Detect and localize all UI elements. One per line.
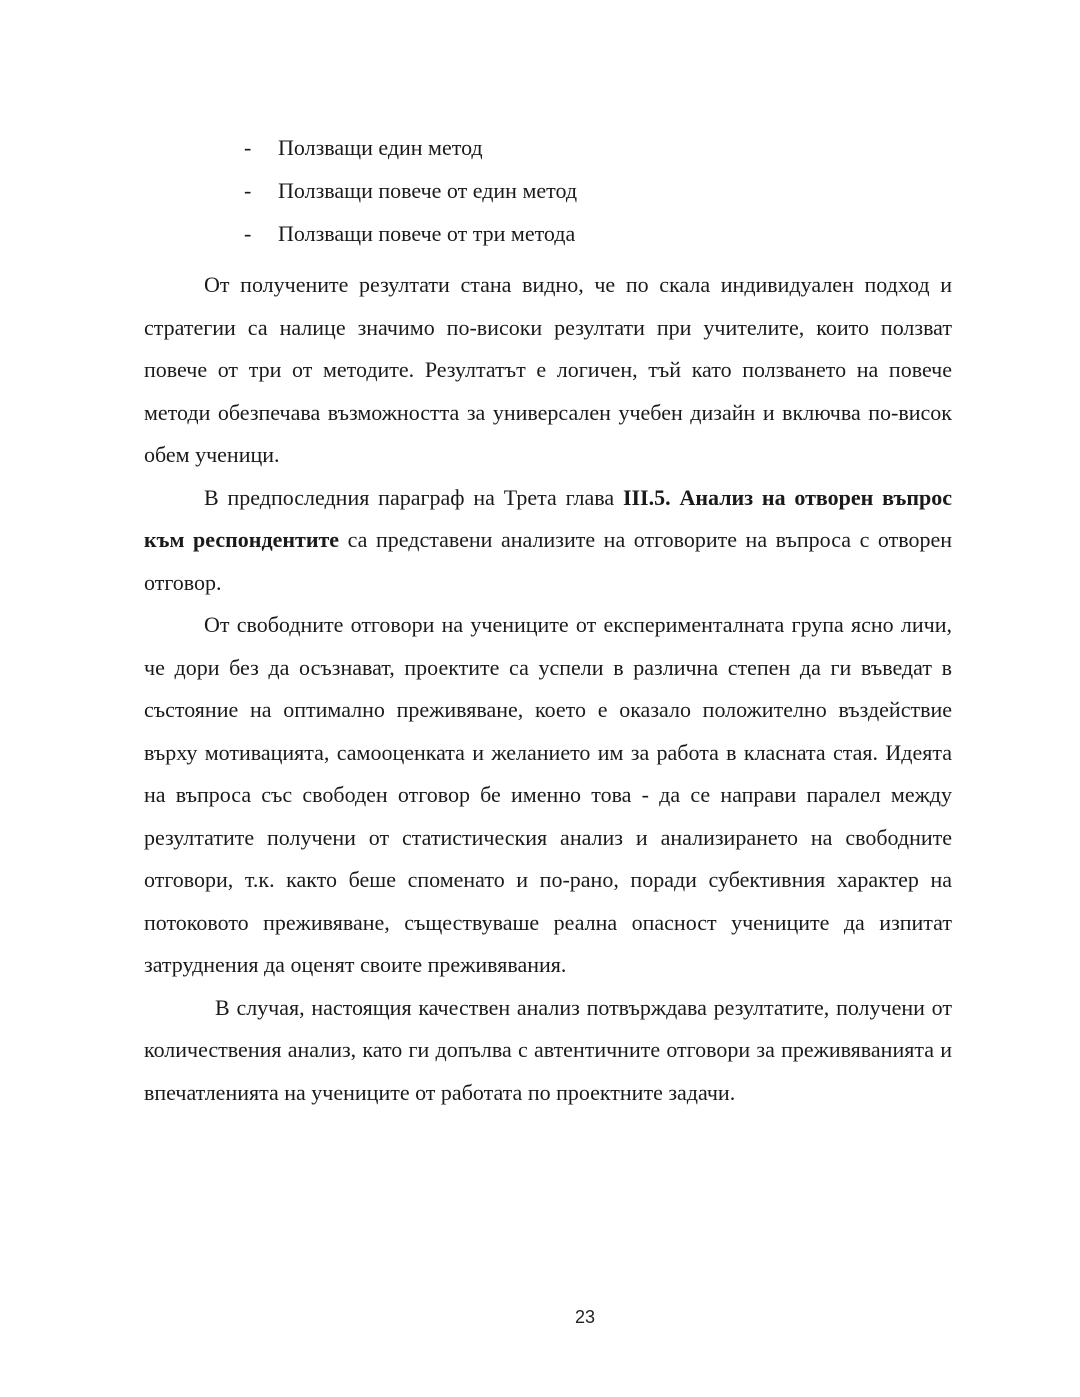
list-item — [244, 212, 577, 255]
list-item-text: Ползващи повече от един метод — [278, 178, 578, 203]
list-dash: - — [244, 135, 252, 160]
paragraph-results: От получените резултати стана видно, че по скала индивидуален подход и стратегии са налице значимо по-високи резултати при учителите, които ползват повече от три от методите. Резултатът е логичен, тъй като ползването на повече методи обезпечава възможността за универсален учебен дизайн и включва по-висок обем ученици. — [144, 272, 952, 467]
list-item-text: Ползващи повече от три метода — [278, 221, 576, 246]
list-item — [244, 126, 577, 169]
list-item — [244, 169, 577, 212]
section-title: III.5. Анализ на отворен въпрос към респондентите — [144, 484, 953, 552]
paragraph-conclusion: В случая, настоящия качествен анализ потвърждава резултатите, получени от количествения анализ, като ги допълва с автентичните отговори за преживяванията и впечатленията на учениците от работата по проектните задачи. — [144, 994, 952, 1105]
paragraph-text: В предпоследния параграф на Трета глава — [204, 484, 623, 510]
body-text — [144, 264, 952, 1114]
method-list — [244, 126, 577, 255]
paragraph-free-answers: От свободните отговори на учениците от експерименталната група ясно личи, че дори без да осъзнават, проектите са успели в различна степен да ги въведат в състояние на оптимално преживяване, което е оказало положително въздействие върху мотивацията, самооценката и желанието им за работа в класната стая. Идеята на въпроса със свободен отговор бе именно това - да се направи паралел между резултатите получени от статистическия анализ и анализирането на свободните отговори, т.к. както беше споменато и по-рано, поради субективния характер на потоковото преживяване, съществуваше реална опасност учениците да изпитат затруднения да оценят своите преживявания. — [144, 612, 952, 977]
list-item-text: Ползващи един метод — [278, 135, 483, 160]
list-dash: - — [244, 221, 252, 246]
paragraph-text: са представени анализите на отговорите на въпроса с отворен отговор. — [144, 527, 953, 595]
page-number: 23 — [574, 1307, 596, 1327]
paragraph-section-reference — [144, 477, 952, 605]
list-dash: - — [244, 178, 252, 203]
